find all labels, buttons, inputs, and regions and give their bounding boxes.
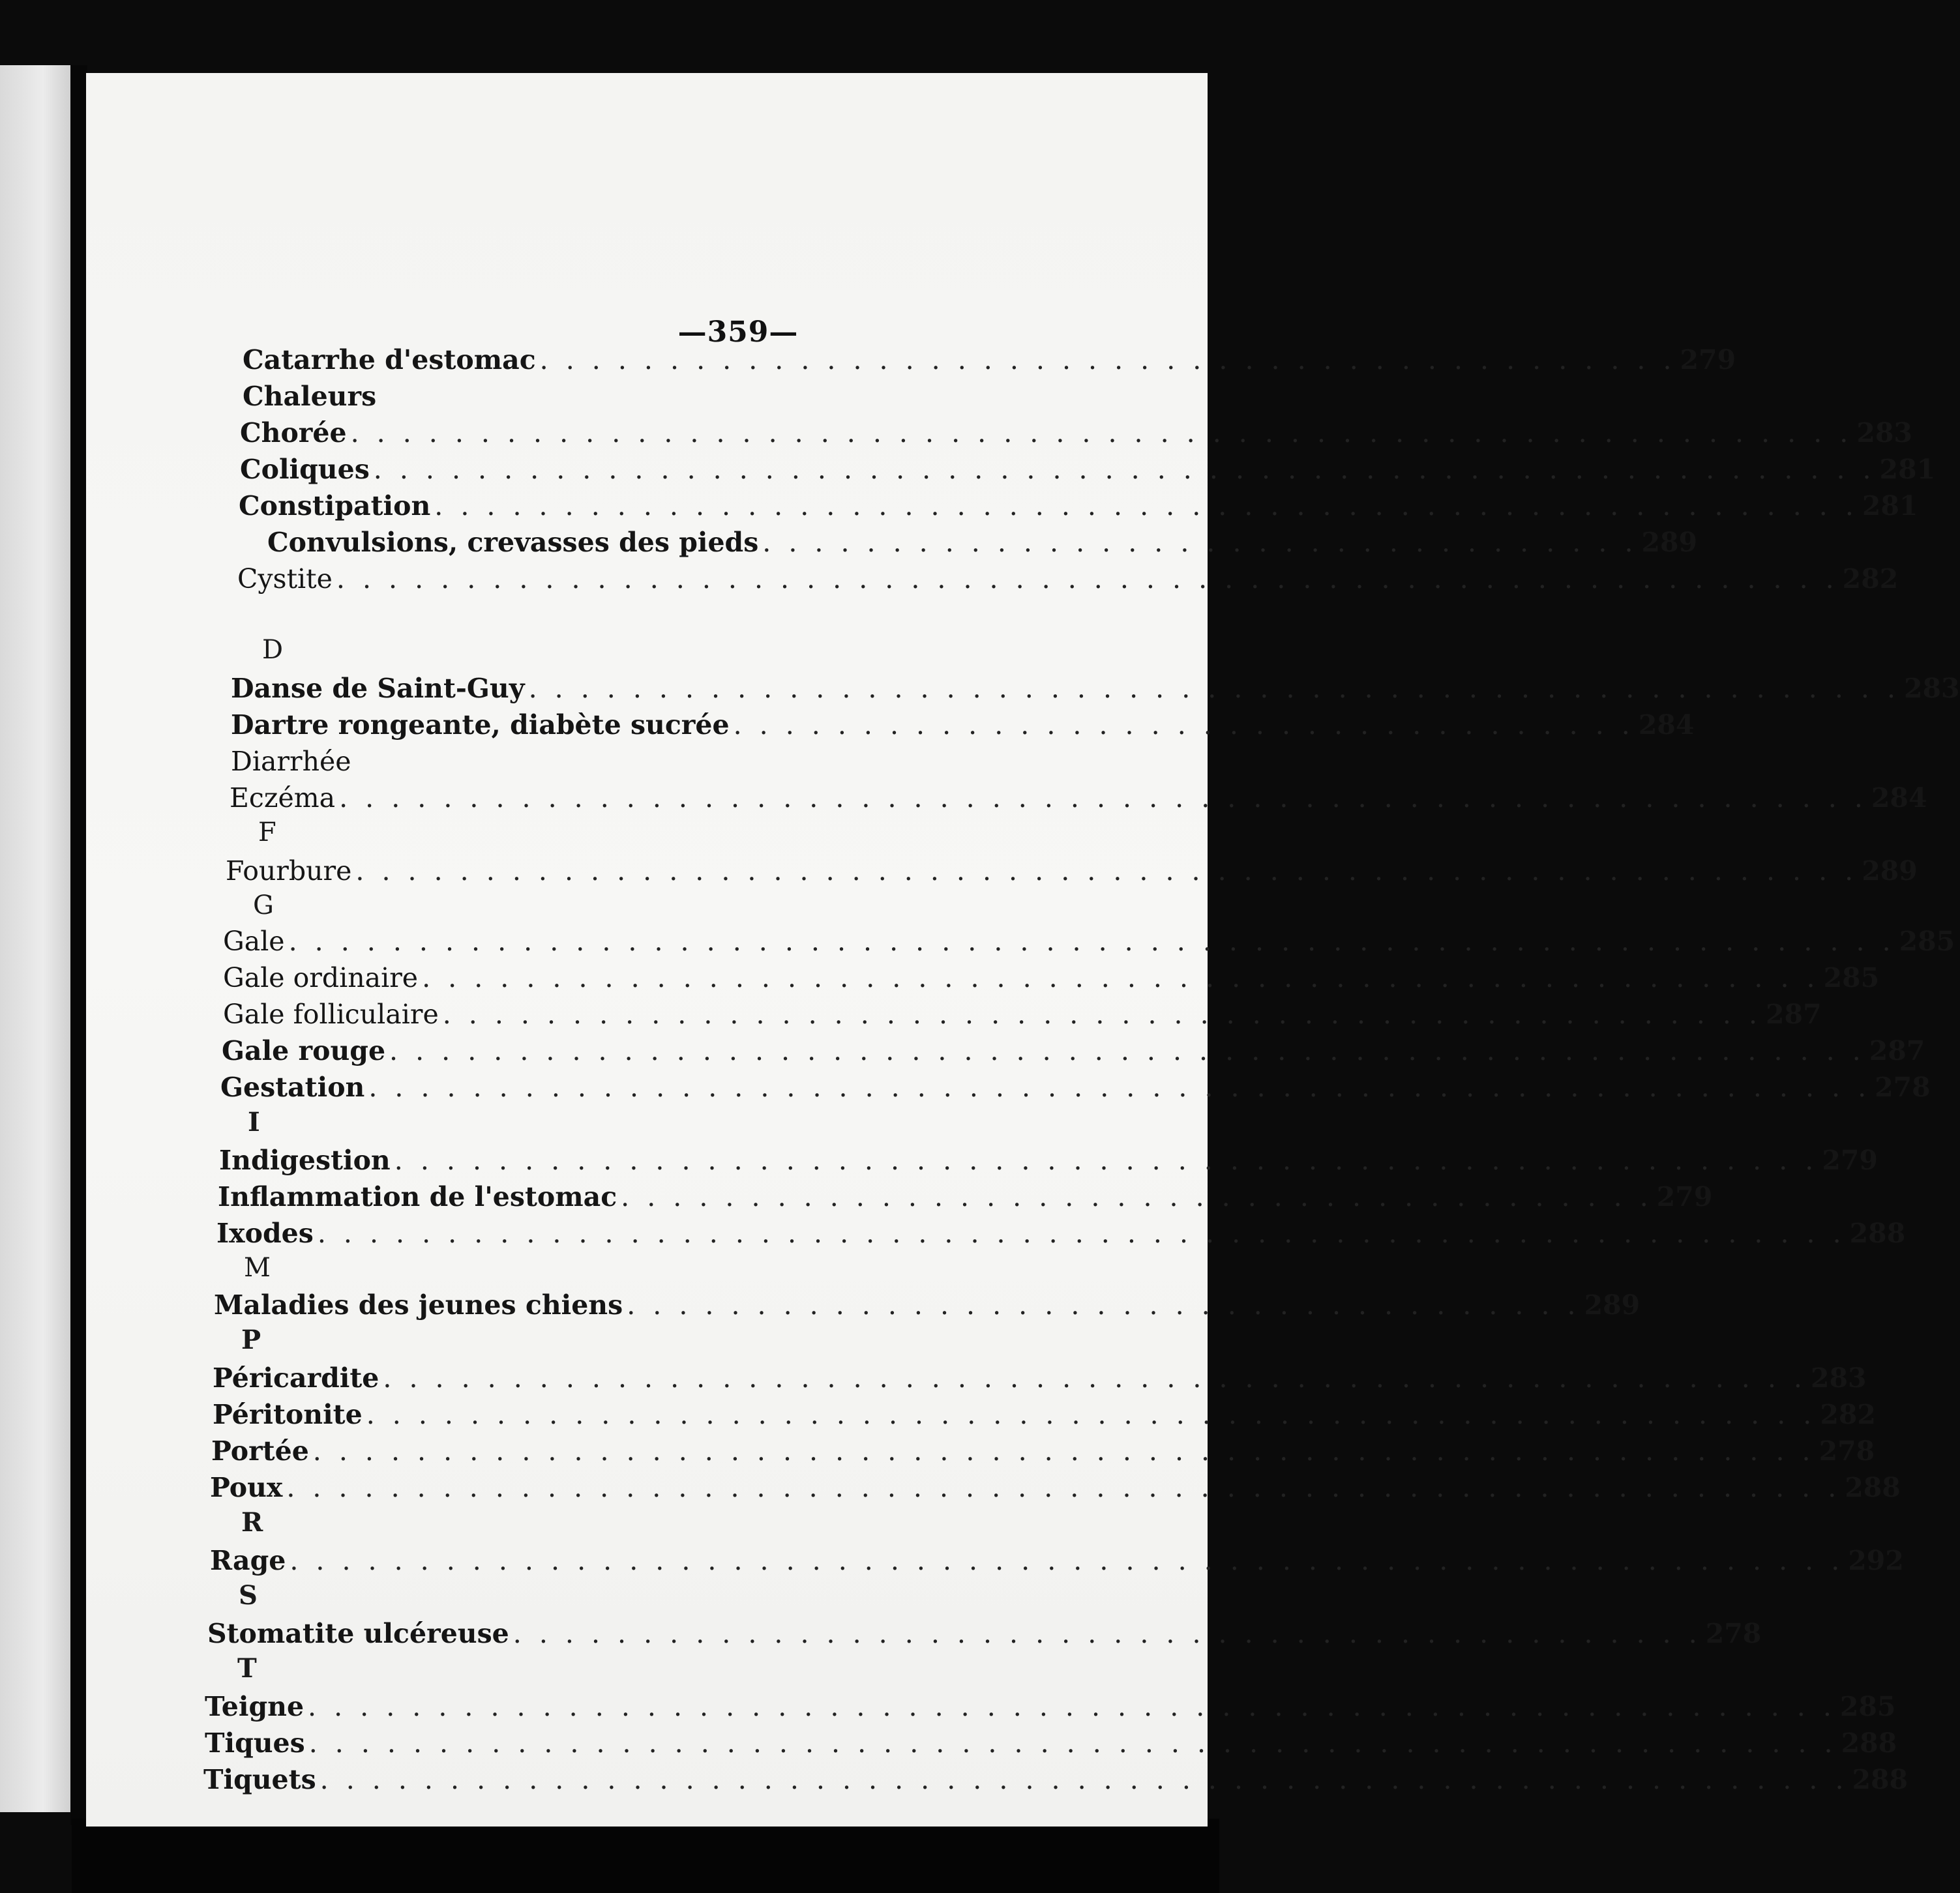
index-entry bbox=[210, 1545, 1904, 1576]
section-letter-d: D bbox=[262, 635, 284, 665]
index-entry bbox=[223, 926, 1955, 957]
entry-page: 281 bbox=[1879, 454, 1936, 485]
entry-page: 283 bbox=[1904, 673, 1960, 704]
left-page-edge bbox=[0, 65, 72, 1812]
entry-label: Fourbure bbox=[226, 855, 352, 887]
entry-page: 288 bbox=[1841, 1727, 1897, 1759]
entry-label: Danse de Saint-Guy bbox=[231, 673, 525, 704]
dot-leader: . . . . . . . . . . . . . . . . . . . . . . . . . . . . . . . . . . . . . bbox=[627, 1289, 1581, 1321]
index-entry bbox=[213, 1399, 1876, 1430]
entry-page: 288 bbox=[1845, 1472, 1901, 1503]
index-entry bbox=[211, 1435, 1875, 1467]
index-entry bbox=[220, 1072, 1931, 1103]
dot-leader: . . . . . . . . . . . . . . . . . . . . . . . . . . . . . . . . . . . . . . . . . . . . . . . . . . . . . . bbox=[422, 962, 1820, 993]
index-entry bbox=[231, 748, 1102, 775]
index-entry bbox=[216, 1218, 1906, 1249]
entry-label: Teigne bbox=[205, 1691, 304, 1722]
index-entry bbox=[243, 344, 1736, 375]
entry-label: Gale ordinaire bbox=[223, 962, 419, 993]
book-gutter bbox=[70, 65, 87, 1825]
entry-label: Péritonite bbox=[213, 1399, 363, 1430]
index-page bbox=[86, 73, 1960, 1827]
section-letter-g: G bbox=[253, 890, 274, 920]
entry-page: 283 bbox=[1856, 417, 1912, 448]
entry-label: Portée bbox=[211, 1435, 309, 1467]
entry-page: 285 bbox=[1899, 926, 1955, 957]
section-letter-r: R bbox=[241, 1507, 263, 1538]
dot-leader: . . . . . . . . . . . . . . . . . . . . . . . . . . . . . . . . . . . . . . . . . . . . . . . . . . . . . . . . . . . bbox=[317, 1218, 1846, 1249]
section-letter-t: T bbox=[237, 1653, 257, 1684]
dot-leader: . . . . . . . . . . . . . . . . . . . . . . . . . . . . . . . . . . . . . . . . . . . . . . . . . . . . . . . . . . bbox=[355, 855, 1858, 887]
index-entry bbox=[223, 962, 1880, 993]
index-entry bbox=[240, 454, 1936, 485]
index-entry bbox=[230, 782, 1927, 814]
entry-label: Indigestion bbox=[219, 1145, 391, 1176]
index-entry bbox=[203, 1764, 1908, 1795]
entry-label: Maladies des jeunes chiens bbox=[214, 1289, 623, 1321]
entry-page: 283 bbox=[1810, 1362, 1867, 1394]
dot-leader: . . . . . . . . . . . . . . . . . . . . . . . . . . . . . . . . . . . . . . . . . . . . . . . . . . . . . . . . bbox=[366, 1399, 1817, 1430]
page-number: —359— bbox=[677, 316, 799, 349]
entry-label: Catarrhe d'estomac bbox=[243, 344, 536, 375]
section-letter-s: S bbox=[239, 1580, 258, 1611]
index-entry bbox=[210, 1472, 1901, 1503]
dot-leader: . . . . . . . . . . . . . . . . . . . . . . . . . . . . . . . . . . . . . . . . . . . . . . . . . . . . . . . . . bbox=[389, 1035, 1865, 1066]
index-entry bbox=[237, 563, 1899, 594]
section-letter-f: F bbox=[258, 817, 276, 847]
section-letter-m: M bbox=[244, 1253, 271, 1283]
entry-page: 278 bbox=[1819, 1435, 1875, 1467]
entry-label: Gestation bbox=[220, 1072, 365, 1103]
entry-label: Convulsions, crevasses des pieds bbox=[267, 527, 759, 558]
entry-label: Chaleurs bbox=[243, 381, 377, 412]
entry-label: Chorée bbox=[240, 417, 347, 448]
index-entry bbox=[205, 1727, 1897, 1759]
entry-label: Dartre rongeante, diabète sucrée bbox=[231, 709, 730, 741]
dot-leader: . . . . . . . . . . . . . . . . . . . . . . . . . . . . . . . . . . . . . . . . . . . . . . . . . . . . . . . bbox=[383, 1362, 1807, 1394]
dot-leader: . . . . . . . . . . . . . . . . . . . . . . . . . . . . . . . . . . . . . . . . . . . . . . . . . . . . . . . . . . bbox=[368, 1072, 1871, 1103]
dot-leader: . . . . . . . . . . . . . . . . . . . . . . . . . . . . . . . . . . . . . . . . . . . . . . . . . . . . . . . . . . bbox=[373, 454, 1876, 485]
entry-label: Rage bbox=[210, 1545, 286, 1576]
entry-page: 285 bbox=[1823, 962, 1880, 993]
dot-leader: . . . . . . . . . . . . . . . . . . . . . . . . . . . . . . . . . . . . . . . . . . . . . . . . . . . . . . . . . . . . bbox=[286, 1472, 1841, 1503]
entry-page: 282 bbox=[1820, 1399, 1876, 1430]
dot-leader: . . . . . . . . . . . . . . . . . . . . . . . . . . . . . . . . . . . . . . . . . . . . . . . . . . . . . . . . . . . bbox=[308, 1727, 1837, 1759]
index-entry bbox=[218, 1181, 1713, 1212]
entry-page: 288 bbox=[1852, 1764, 1908, 1795]
dot-leader: . . . . . . . . . . . . . . . . . . . . . . . . . . . . . . . . . . . bbox=[733, 709, 1635, 741]
dot-leader: . . . . . . . . . . . . . . . . . . . . . . . . . . . . . . . . . . . . . . . . . . . . . . . . . . . . . . . . . . bbox=[336, 563, 1839, 594]
index-entry bbox=[213, 1362, 1867, 1394]
dot-leader: . . . . . . . . . . . . . . . . . . . . . . . . . . . . . . . . . . . . . . . . bbox=[621, 1181, 1653, 1212]
dot-leader: . . . . . . . . . . . . . . . . . . . . . . . . . . . . . . . . . . . . . . . . . . . . . . . . . . . . . . . bbox=[434, 490, 1858, 521]
entry-label: Coliques bbox=[240, 454, 370, 485]
entry-page: 282 bbox=[1842, 563, 1899, 594]
entry-page: 278 bbox=[1875, 1072, 1931, 1103]
entry-label: Constipation bbox=[239, 490, 431, 521]
entry-page: 289 bbox=[1862, 855, 1918, 887]
dot-leader: . . . . . . . . . . . . . . . . . . . . . . . . . . . . . . . . . . . . . . . . . . . . . . . . . . . . . . . . . . . bbox=[339, 782, 1867, 814]
entry-page: 279 bbox=[1822, 1145, 1878, 1176]
entry-label: Eczéma bbox=[230, 782, 336, 814]
entry-label: Gale folliculaire bbox=[223, 999, 439, 1030]
section-letter-i: I bbox=[248, 1107, 260, 1137]
index-entry bbox=[219, 1145, 1878, 1176]
entry-label: Poux bbox=[210, 1472, 283, 1503]
dot-leader: . . . . . . . . . . . . . . . . . . . . . . . . . . . . . . . . . . . . . . . . . . . . . . . . . . . . . . . bbox=[394, 1145, 1819, 1176]
dot-leader: . . . . . . . . . . . . . . . . . . . . . . . . . . . . . . . . . . . . . . . . . . . . . . . . . . . . . . . . . . bbox=[312, 1435, 1815, 1467]
entry-page: 289 bbox=[1641, 527, 1698, 558]
entry-label: Tiquets bbox=[203, 1764, 316, 1795]
index-entry bbox=[226, 855, 1918, 887]
dot-leader: . . . . . . . . . . . . . . . . . . . . . . . . . . . . . . . . . . . . . . . . . . . . . . . . . . . . . . . . . . . . bbox=[290, 1545, 1845, 1576]
entry-page: 279 bbox=[1680, 344, 1736, 375]
section-letter-p: P bbox=[241, 1325, 261, 1355]
entry-page: 278 bbox=[1705, 1618, 1762, 1649]
page-bottom-shadow bbox=[72, 1819, 1219, 1893]
dot-leader: . . . . . . . . . . . . . . . . . . . . . . . . . . . . . . . . . . . . . . . . . . . . . . . . . . . . . . . . . . . bbox=[319, 1764, 1849, 1795]
dot-leader: . . . . . . . . . . . . . . . . . . . . . . . . . . . . . . . . . . . . . . . . . . . . . . . . . . . . . . . . . . . . . . bbox=[288, 926, 1895, 957]
index-entry bbox=[223, 999, 1822, 1030]
entry-label: Tiques bbox=[205, 1727, 305, 1759]
entry-page: 289 bbox=[1584, 1289, 1641, 1321]
entry-page: 292 bbox=[1848, 1545, 1904, 1576]
entry-page: 285 bbox=[1839, 1691, 1896, 1722]
dot-leader: . . . . . . . . . . . . . . . . . . . . . . . . . . . . . . . . . . bbox=[762, 527, 1638, 558]
entry-label: Gale bbox=[223, 926, 285, 957]
entry-page: 284 bbox=[1871, 782, 1927, 814]
index-entry bbox=[214, 1289, 1641, 1321]
entry-label: Stomatite ulcéreuse bbox=[207, 1618, 509, 1649]
index-entry bbox=[231, 673, 1960, 704]
entry-label: Péricardite bbox=[213, 1362, 379, 1394]
index-entry bbox=[222, 1035, 1925, 1066]
entry-page: 288 bbox=[1849, 1218, 1906, 1249]
dot-leader: . . . . . . . . . . . . . . . . . . . . . . . . . . . . . . . . . . . . . . . . . . . . . . bbox=[512, 1618, 1702, 1649]
index-entry bbox=[240, 417, 1912, 448]
entry-label: Ixodes bbox=[216, 1218, 314, 1249]
dot-leader: . . . . . . . . . . . . . . . . . . . . . . . . . . . . . . . . . . . . . . . . . . . . . . . . . . . . . . . . . . bbox=[350, 417, 1853, 448]
entry-label: Cystite bbox=[237, 563, 333, 594]
entry-page: 287 bbox=[1869, 1035, 1925, 1066]
entry-label: Inflammation de l'estomac bbox=[218, 1181, 617, 1212]
entry-label: Diarrhée bbox=[231, 746, 351, 777]
entry-page: 281 bbox=[1862, 490, 1918, 521]
index-entry bbox=[243, 383, 1116, 410]
entry-page: 284 bbox=[1638, 709, 1695, 741]
dot-leader: . . . . . . . . . . . . . . . . . . . . . . . . . . . . . . . . . . . . . . . . . . . . . . . . . . . bbox=[442, 999, 1762, 1030]
dot-leader: . . . . . . . . . . . . . . . . . . . . . . . . . . . . . . . . . . . . . . . . . . . . . . . . . . . . . . . . . . . bbox=[308, 1691, 1836, 1722]
index-entries bbox=[86, 73, 1960, 1827]
entry-page: 279 bbox=[1656, 1181, 1713, 1212]
entry-label: Gale rouge bbox=[222, 1035, 386, 1066]
index-entry bbox=[205, 1691, 1896, 1722]
index-entry bbox=[239, 490, 1918, 521]
dot-leader: . . . . . . . . . . . . . . . . . . . . . . . . . . . . . . . . . . . . . . . . . . . . bbox=[539, 344, 1676, 375]
dot-leader: . . . . . . . . . . . . . . . . . . . . . . . . . . . . . . . . . . . . . . . . . . . . . . . . . . . . . bbox=[528, 673, 1900, 704]
index-entry bbox=[267, 527, 1698, 558]
index-entry bbox=[207, 1618, 1762, 1649]
entry-page: 287 bbox=[1766, 999, 1822, 1030]
index-entry bbox=[231, 709, 1695, 741]
